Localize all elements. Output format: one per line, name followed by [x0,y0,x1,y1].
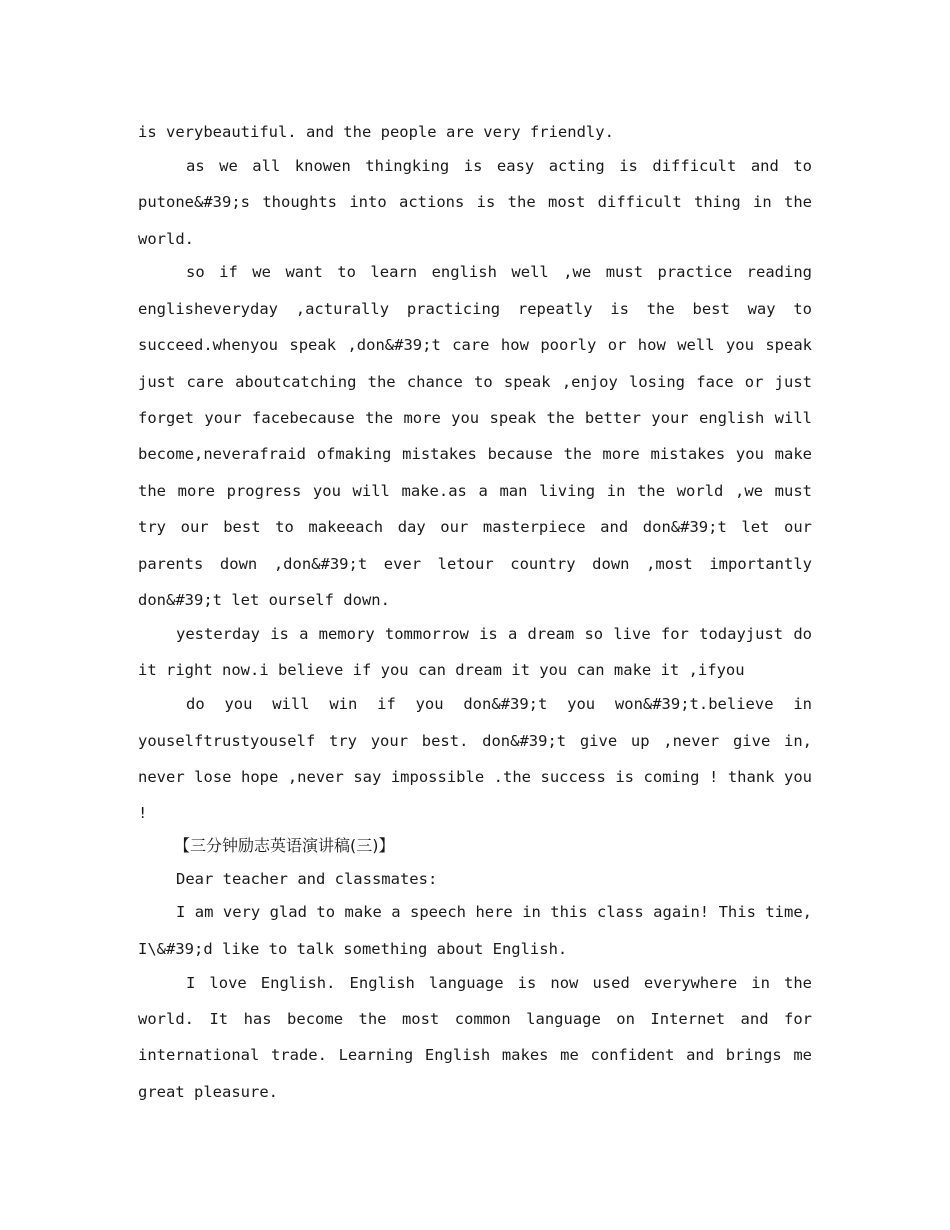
paragraph-love-english: I love English. English language is now used everywhere in the world. It has become the most common language on Internet and for international trade. Learning English makes me confident and brings me great pleasure. [138,973,812,1101]
paragraph-thinking-acting: as we all knowen thingking is easy acting is difficult and to putone&#39;s thoughts into actions is the most difficult thing in the world. [138,156,812,248]
section-heading: 【三分钟励志英语演讲稿(三)】 [174,836,395,856]
paragraph-glad-speech: I am very glad to make a speech here in this class again! This time, I\&#39;d like to talk something about English. [138,903,812,958]
paragraph-yesterday-memory: yesterday is a memory tommorrow is a dream so live for todayjust do it right now.i believe if you can dream it you can make it ,ifyou [138,624,812,680]
document-page [138,114,812,1110]
paragraph-greeting: Dear teacher and classmates: [176,869,438,888]
paragraph-believe-yourself: do you will win if you don&#39;t you won&#39;t.believe in youselftrustyouself try your best. don&#39;t give up ,never give in, never lose hope ,never say impossible .the success is coming ! thank you ! [138,695,812,823]
paragraph-closing-sentence: is verybeautiful. and the people are very friendly. [138,123,614,141]
paragraph-learn-english: so if we want to learn english well ,we must practice reading englisheveryday ,acturally practicing repeatly is the best way to succeed.whenyou speak ,don&#39;t care how poorly or how well you speak just care aboutcatching the chance to speak ,enjoy losing face or just forget your facebecause the more you speak the better your english will become,neverafraid ofmaking mistakes because the more mistakes you make the more progress you will make.as a man living in the world ,we must try our best to makeeach day our masterpiece and don&#39;t let our parents down ,don&#39;t ever letour country down ,most importantly don&#39;t let ourself down. [138,263,812,610]
